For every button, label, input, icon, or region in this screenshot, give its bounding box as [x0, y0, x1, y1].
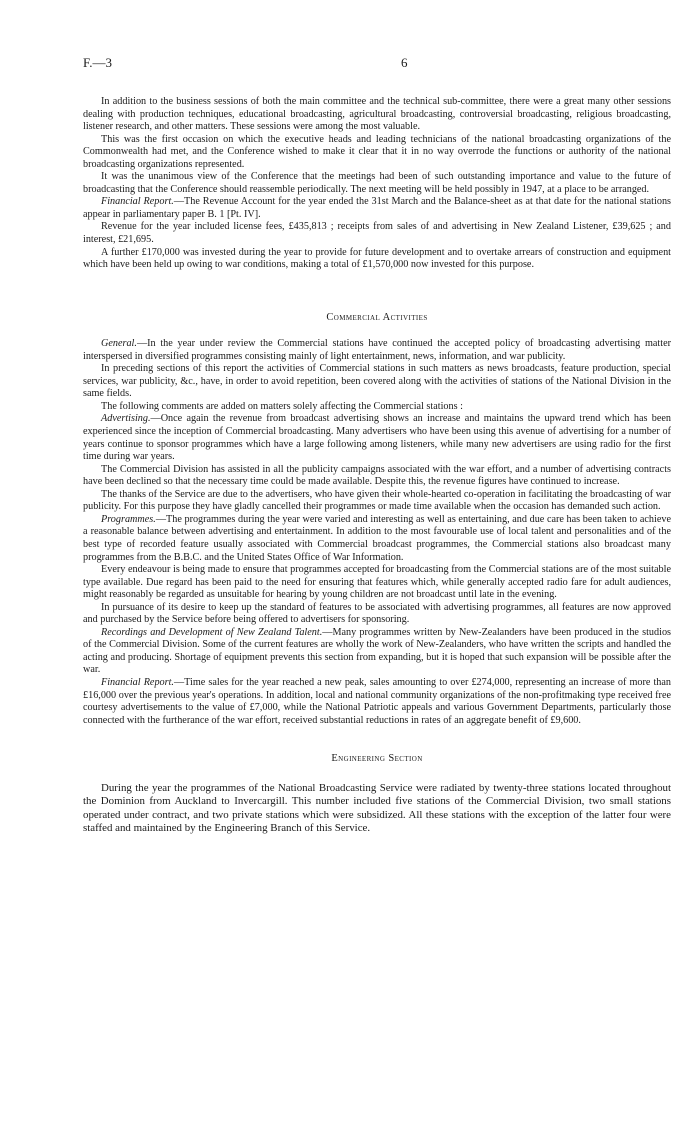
paragraph: This was the first occasion on which the executive heads and leading technicians of the national broadcasting organizations of the Commonwealth had met, and the Conference wished to make it clear that it in no way overrode the functions or authority of the national broadcasting organizations represented. — [83, 133, 671, 170]
paragraph: Revenue for the year included license fees, £435,813 ; receipts from sales of and advertising in New Zealand Listener, £39,625 ; and interest, £21,695. — [83, 221, 671, 246]
engineering-section — [83, 782, 671, 836]
paper-reference: F.—3 — [83, 55, 112, 70]
paragraph: A further £170,000 was invested during the year to provide for future development and to overtake arrears of construction and equipment which have been held up owing to war conditions, making a total of £1,570,000 now invested for this purpose. — [83, 246, 671, 271]
document-body — [83, 96, 671, 835]
paragraph-lead: Financial Report. — [101, 676, 174, 688]
paragraph: In addition to the business sessions of both the main committee and the technical sub-committee, there were a great many other sessions dealing with production techniques, educational broadcasting, agricultural broadcasting, controversial broadcasting, religious broadcasting, listener research, and other matters. These sessions were among the most valuable. — [83, 96, 671, 133]
paragraph-lead: Programmes. — [101, 513, 156, 525]
page-number: 6 — [401, 55, 408, 70]
paragraph: Financial Report.—Time sales for the year reached a new peak, sales amounting to over £274,000, representing an increase of more than £16,000 over the previous year's operations. In addition, local and national community organizations of the non-profitmaking type received free courtesy advertisements to the value of £7,000, while the National Patriotic appeals and various Government Departments, particularly those connected with the furtherance of the war effort, received substantial reductions in rates of an aggregate benefit of £9,600. — [83, 676, 672, 726]
paragraph: The following comments are added on matters solely affecting the Commercial stations : — [101, 400, 463, 412]
paragraph: The thanks of the Service are due to the advertisers, who have given their whole-hearted co-operation in facilitating the broadcasting of war publicity. For this purpose they have gladly cancelled their programmes or made time available when the occasion has demanded such action. — [83, 488, 671, 513]
paragraph: Programmes.—The programmes during the year were varied and interesting as well as entertaining, and due care has been taken to achieve a reasonable balance between advertising and entertainment. In addition to the most favourable use of local talent and personalities and of the best type of recorded feature usually associated with Commercial broadcast programmes, the Commercial stations also broadcast many programmes from the B.B.C. and the United States Office of War Information. — [83, 513, 671, 563]
paragraph: It was the unanimous view of the Conference that the meetings had been of such outstanding importance and value to the future of broadcasting that the Conference should reassemble periodically. The next meeting will be held possibly in 1947, at a place to be arranged. — [83, 171, 671, 195]
paragraph: In pursuance of its desire to keep up the standard of features to be associated with advertising programmes, all features are now approved and purchased by the Service before being offered to advertisers for sponsoring. — [83, 601, 671, 626]
section-heading-engineering: Engineering Section — [331, 753, 423, 765]
paragraph: The Commercial Division has assisted in all the publicity campaigns associated with the war effort, and a number of advertising contracts have been declined so that the necessary time could be made available. Despite this, the revenue figures have continued to increase. — [83, 463, 671, 488]
paragraph-lead: Financial Report. — [101, 196, 174, 208]
paragraph: Financial Report.—The Revenue Account for the year ended the 31st March and the Balance-sheet as at that date for the national stations appear in parliamentary paper B. 1 [Pt. IV]. — [83, 196, 671, 220]
paragraph: Every endeavour is being made to ensure that programmes accepted for broadcasting from the Commercial stations are of the most suitable type available. Due regard has been paid to the need for ensuring that features which, while generally accepted radio fare for adult audiences, might reasonably be regarded as unsuitable for hearing by young children are not broadcast until late in the evening. — [83, 564, 671, 601]
commercial-section — [83, 338, 671, 727]
conference-section — [83, 96, 671, 272]
paragraph: Recordings and Development of New Zealand Talent.—Many programmes written by New-Zealanders have been produced in the studios of the Commercial Division. Some of the current features are wholly the work of New-Zealanders, who have written the scripts and handled the acting and producing. Shortage of equipment prevents this section from expanding, but it is hoped that such expansion will be possible after the war. — [83, 626, 672, 676]
paragraph-lead: General. — [101, 338, 137, 350]
paragraph: Advertising.—Once again the revenue from broadcast advertising shows an increase and maintains the upward trend which has been experienced since the inception of Commercial broadcasting. Many advertisers who have been using this avenue of advertising for a number of years continue to sponsor programmes which have a large following among listeners, while many new advertisers are using radio for the first time during war years. — [83, 413, 671, 463]
paragraph-lead: Recordings and Development of New Zealand Talent. — [101, 626, 323, 638]
page-header — [83, 55, 655, 71]
paragraph: In preceding sections of this report the activities of Commercial stations in such matters as news broadcasts, feature production, special services, war publicity, &c., have, in order to avoid repetition, been covered along with the activities of stations of the National Division in the same fields. — [83, 363, 671, 400]
paragraph-lead: Advertising. — [101, 413, 151, 425]
section-heading-commercial: Commercial Activities — [326, 311, 428, 323]
paragraph: General.—In the year under review the Commercial stations have continued the accepted policy of broadcasting advertising matter interspersed in diversified programmes consisting mainly of light entertainment, news, information, and war publicity. — [83, 338, 671, 362]
paragraph: During the year the programmes of the National Broadcasting Service were radiated by twenty-three stations located throughout the Dominion from Auckland to Invercargill. This number included five stations of the Commercial Division, two small stations operated under contract, and two private stations which were subsidized. All these stations with the exception of the latter four were staffed and maintained by the Engineering Branch of this Service. — [83, 781, 671, 834]
